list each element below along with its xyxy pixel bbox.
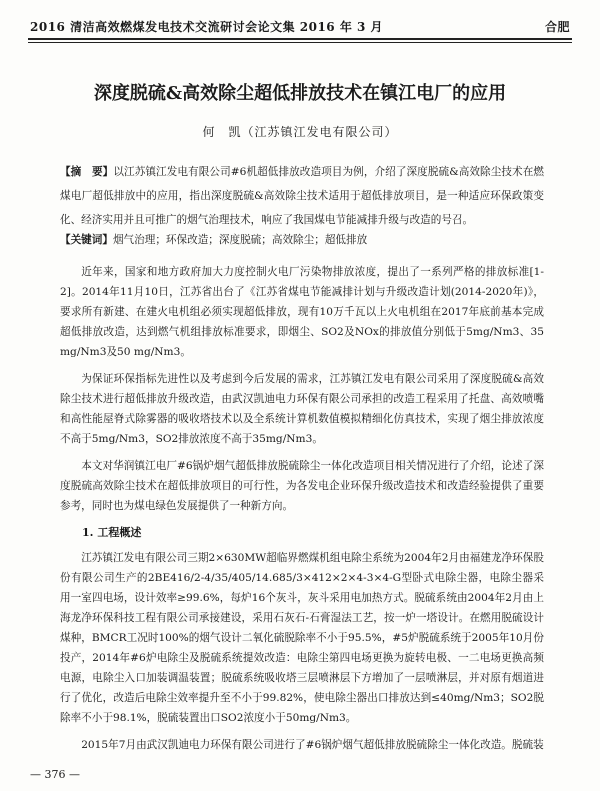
header-right: 合肥 (544, 20, 570, 34)
page-number: — 376 — (30, 768, 80, 781)
paragraph: 本文对华润镇江电厂#6锅炉烟气超低排放脱硫除尘一体化改造项目相关情况进行了介绍，论述了深度脱硫高效除尘技术在超低排放项目的可行性，为各发电企业环保升级改造技术和改造经验提供了重要参考，同时也为煤电绿色发展提供了一种新方向。 (60, 460, 544, 512)
paragraph: 为保证环保指标先进性以及考虑到今后发展的需求，江苏镇江发电有限公司采用了深度脱硫&高效除尘技术进行超低排放升级改造，由武汉凯迪电力环保有限公司承担的改造工程采用了托盘、高效喷嘴和高性能屋脊式除雾器的吸收塔技术以及全系统计算机数值模拟精细化仿真技术，实现了烟尘排放浓度不高于5mg/Nm3，SO2排放浓度不高于35mg/Nm3。 (60, 373, 544, 445)
header-rule-thin (28, 42, 572, 43)
paper-title: 深度脱硫&高效除尘超低排放技术在镇江电厂的应用 (93, 83, 507, 104)
running-header (30, 18, 570, 35)
header-left: 2016 清洁高效燃煤发电技术交流研讨会论文集 2016 年 3 月 (30, 20, 384, 34)
body-text (60, 262, 544, 762)
section-heading: 1. 工程概述 (82, 526, 142, 539)
keywords-label: 【关键词】 (60, 234, 113, 246)
abstract-text: 以江苏镇江发电有限公司#6机超低排放改造项目为例，介绍了深度脱硫&高效除尘技术在燃煤电厂超低排放中的应用，指出深度脱硫&高效除尘技术适用于超低排放项目，是一种适应环保政策变化、经济实用并且可推广的烟气治理技术，响应了我国煤电节能减排升级与改造的号召。 (60, 166, 544, 226)
abstract-label: 【摘 要】 (60, 166, 114, 178)
paragraph: 江苏镇江发电有限公司三期2×630MW超临界燃煤机组电除尘系统为2004年2月由福建龙净环保股份有限公司生产的2BE416/2-4/35/405/14.685/3×412×2×4-3×4-G型卧式电除尘器，电除尘器采用一室四电场，设计效率≥99.6%，每炉16个灰斗，灰斗采用电加热方式。脱硫系统由2004年2月由上海龙净环保科技工程有限公司承接建设，采用石灰石-石膏湿法工艺，按一炉一塔设计。在燃用脱硫设计煤种，BMCR工况时100%的烟气设计二氧化硫脱除率不小于95.5%，#5炉脱硫系统于2005年10月份投产，2014年#6炉电除尘及脱硫系统提效改造：电除尘第四电场更换为旋转电极、一二电场更换高频电源，电除尘入口加装调温装置；脱硫系统吸收塔三层喷淋层下方增加了一层喷淋层，并对原有烟道进行了优化，改造后电除尘效率提升至不小于99.82%，使电除尘器出口排放达到≤40mg/Nm3；SO2脱除率不小于98.1%，脱硫装置出口SO2浓度小于50mg/Nm3。 (60, 552, 544, 724)
keywords-text: 烟气治理；环保改造；深度脱硫；高效除尘；超低排放 (112, 234, 368, 246)
abstract (60, 160, 544, 232)
author-line: 何 凯（江苏镇江发电有限公司） (202, 125, 398, 139)
paragraph: 近年来，国家和地方政府加大力度控制火电厂污染物排放浓度，提出了一系列严格的排放标准[1-2]。2014年11月10日，江苏省出台了《江苏省煤电节能减排计划与升级改造计划(2014-2020年)》，要求所有新建、在建火电机组必须实现超低排放，现有10万千瓦以上火电机组在2017年底前基本完成超低排放改造，达到燃气机组排放标准要求，即烟尘、SO2及NOx的排放值分别低于5mg/Nm3、35 mg/Nm3及50 mg/Nm3。 (60, 266, 544, 358)
keywords (60, 232, 544, 247)
header-rule (28, 38, 572, 40)
paragraph: 2015年7月由武汉凯迪电力环保有限公司进行了#6锅炉烟气超低排放脱硫除尘一体化改造。脱硫装 (81, 739, 544, 751)
